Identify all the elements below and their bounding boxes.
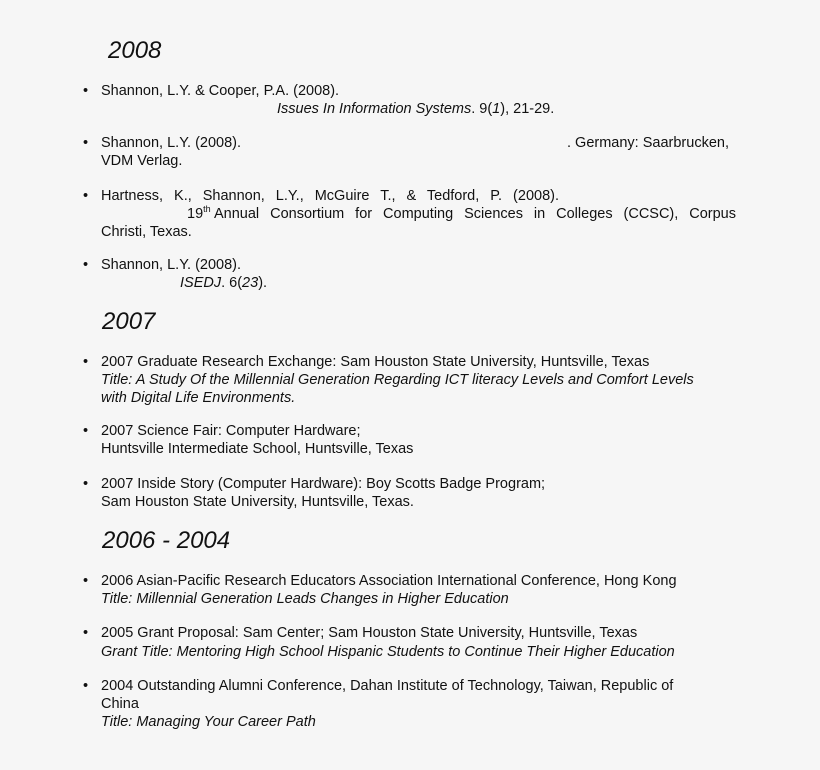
list-item <box>83 187 743 241</box>
bullet: • <box>83 83 89 99</box>
event-title: Title: Managing Your Career Path <box>101 714 316 730</box>
section-heading-2008: 2008 <box>108 37 162 64</box>
bullet: • <box>83 257 89 273</box>
bullet: • <box>83 354 89 370</box>
event-title: Title: Millennial Generation Leads Changes in Higher Education <box>101 591 509 607</box>
bullet: • <box>83 188 89 204</box>
list-item <box>83 422 743 458</box>
conference-name: Annual Consortium for Computing Sciences in Colleges (CCSC), Corpus <box>214 206 736 222</box>
section-heading-2007: 2007 <box>102 308 156 335</box>
issue-number: 1 <box>492 101 501 117</box>
event-description: 2007 Graduate Research Exchange: Sam Houston State University, Huntsville, Texas <box>101 354 650 370</box>
event-title-continued: with Digital Life Environments. <box>101 390 296 406</box>
journal-name: ISEDJ <box>180 275 222 291</box>
conference-location: Christi, Texas. <box>101 224 192 240</box>
citation-authors: Shannon, L.Y. & Cooper, P.A. (2008). <box>101 83 340 99</box>
citation-authors: Shannon, L.Y. (2008). <box>101 257 242 273</box>
pages: ), 21-29. <box>500 101 555 117</box>
list-item <box>83 624 743 660</box>
event-description: 2007 Science Fair: Computer Hardware; <box>101 423 361 439</box>
event-location: Sam Houston State University, Huntsville, Texas. <box>101 494 414 510</box>
journal-name: Issues In Information Systems <box>277 101 472 117</box>
section-heading-2006-2004: 2006 - 2004 <box>102 527 231 554</box>
citation-source <box>180 274 267 292</box>
list-item <box>83 572 743 608</box>
pages: ). <box>258 275 268 291</box>
citation-publisher: . Germany: Saarbrucken, <box>567 135 729 151</box>
bullet: • <box>83 678 89 694</box>
list-item <box>83 677 743 731</box>
list-item <box>83 82 743 118</box>
bullet: • <box>83 476 89 492</box>
volume-prefix: . 6( <box>221 275 243 291</box>
event-title: Title: A Study Of the Millennial Generation Regarding ICT literacy Levels and Comfort Levels <box>101 372 694 388</box>
volume-prefix: . 9( <box>471 101 493 117</box>
conference-number <box>187 205 211 223</box>
bullet: • <box>83 423 89 439</box>
event-location-continued: China <box>101 696 139 712</box>
event-description: 2006 Asian-Pacific Research Educators Association International Conference, Hong Kong <box>101 573 677 589</box>
event-location: Huntsville Intermediate School, Huntsville, Texas <box>101 441 414 457</box>
citation-publisher-name: VDM Verlag. <box>101 153 183 169</box>
citation-source <box>277 100 554 118</box>
list-item <box>83 475 743 511</box>
event-description: 2005 Grant Proposal: Sam Center; Sam Houston State University, Huntsville, Texas <box>101 625 638 641</box>
bullet: • <box>83 573 89 589</box>
issue-number: 23 <box>242 275 259 291</box>
grant-title: Grant Title: Mentoring High School Hispanic Students to Continue Their Higher Education <box>101 644 675 660</box>
list-item <box>83 353 743 407</box>
event-description: 2007 Inside Story (Computer Hardware): Boy Scotts Badge Program; <box>101 476 546 492</box>
ordinal-suffix: th <box>203 204 211 215</box>
bullet: • <box>83 135 89 151</box>
bullet: • <box>83 625 89 641</box>
ordinal-number: 19 <box>187 206 204 222</box>
list-item <box>83 256 743 292</box>
event-description: 2004 Outstanding Alumni Conference, Dahan Institute of Technology, Taiwan, Republic of <box>101 678 674 694</box>
list-item <box>83 134 743 170</box>
citation-authors: Shannon, L.Y. (2008). <box>101 135 242 151</box>
citation-authors: Hartness, K., Shannon, L.Y., McGuire T., & Tedford, P. (2008). <box>101 188 559 204</box>
